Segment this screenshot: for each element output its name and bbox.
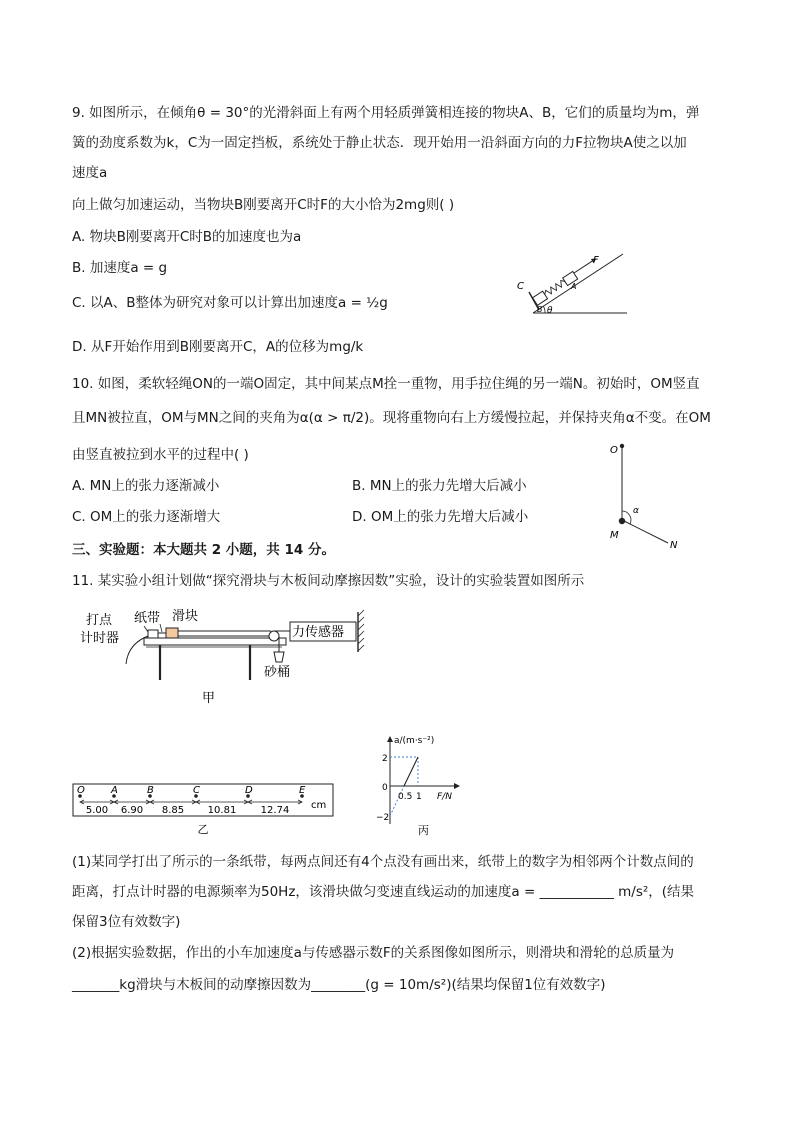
af-line — [404, 757, 418, 786]
tape-label: 纸带 — [134, 611, 161, 626]
tape-gap-value: 8.85 — [161, 805, 185, 816]
wall-hatching — [358, 610, 364, 651]
q11-intro: 11. 某实验小组计划做“探究滑块与木板间动摩擦因数”实验，设计的实验装置如图所示 — [72, 573, 585, 589]
theta-arc — [544, 307, 546, 314]
y-axis-label: a/(m·s⁻²) — [394, 736, 435, 746]
q10-option-a: A. MN上的张力逐渐减小 — [72, 478, 220, 494]
incline-surface — [533, 254, 623, 313]
tape-gap-value: 6.90 — [120, 805, 144, 816]
tape-gap-value: 5.00 — [85, 805, 109, 816]
x-axis-arrow — [454, 783, 460, 789]
section-3-heading: 三、实验题：本大题共 2 小题，共 14 分。 — [72, 542, 335, 558]
q11-part2-line-2: _______kg滑块与木板间的动摩擦因数为________(g = 10m/s²)(结果均保留1位有效数字) — [72, 977, 606, 993]
pulley — [269, 631, 279, 641]
af-graph-figure — [360, 728, 470, 838]
tape-gap-value: 10.81 — [207, 805, 237, 816]
figure-bing-caption: 丙 — [418, 824, 429, 837]
table-top — [144, 638, 286, 645]
tape-point-label: C — [193, 785, 200, 796]
tape-leader — [160, 624, 162, 632]
q9-line-1: 9. 如图所示，在倾角θ = 30°的光滑斜面上有两个用轻质弹簧相连接的物块A、B，它们的质量均为m，弹 — [72, 105, 700, 121]
label-c: C — [517, 281, 524, 292]
apparatus-figure — [76, 600, 376, 710]
label-theta: θ — [547, 306, 553, 316]
tape-point-label: B — [147, 785, 154, 796]
slider-label: 滑块 — [172, 609, 199, 624]
label-b: B — [537, 305, 543, 314]
q9-line-3: 速度a — [72, 165, 108, 181]
point-m — [619, 518, 625, 524]
sand-bucket — [274, 652, 284, 662]
incline-figure — [505, 250, 635, 318]
timer-label-1: 打点 — [86, 613, 113, 628]
tick-origin: 0 — [382, 783, 388, 793]
tick-x-05: 0.5 — [398, 792, 413, 802]
q11-part2-line-1: (2)根据实验数据，作出的小车加速度a与传感器示数F的关系图像如图所示，则滑块和滑轮的总质量为 — [72, 945, 675, 961]
q10-line-2: 且MN被拉直，OM与MN之间的夹角为α(α > π/2)。现将重物向右上方缓慢拉起，并保持夹角α不变。在OM — [72, 410, 711, 426]
rope-mn — [622, 520, 668, 543]
q10-option-b: B. MN上的张力先增大后减小 — [352, 478, 527, 494]
q9-option-b: B. 加速度a = g — [72, 260, 168, 276]
label-a: A — [571, 282, 577, 291]
tape-gap-value: 12.74 — [260, 805, 290, 816]
q9-option-a: A. 物块B刚要离开C时B的加速度也为a — [72, 229, 302, 245]
tape-point-label: A — [111, 785, 118, 796]
label-f: F — [593, 255, 599, 266]
q9-line-4: 向上做匀加速运动，当物块B刚要离开C时F的大小恰为2mg则( ) — [72, 197, 455, 213]
tape-point-label: O — [77, 785, 85, 796]
q9-option-d: D. 从F开始作用到B刚要离开C，A的位移为mg/k — [72, 339, 364, 355]
bucket-label: 砂桶 — [264, 665, 291, 680]
force-arrow — [574, 261, 592, 273]
q11-part1-line-2: 距离，打点计时器的电源频率为50Hz，该滑块做匀变速直线运动的加速度a = ___________ m/s²，(结果 — [72, 884, 695, 900]
spring — [543, 279, 566, 297]
q11-part1-line-3: 保留3位有效数字) — [72, 914, 181, 930]
q10-option-d: D. OM上的张力先增大后减小 — [352, 509, 529, 525]
timer-box — [148, 630, 158, 638]
tick-x-1: 1 — [416, 792, 422, 802]
figure-yi-caption: 乙 — [197, 823, 209, 836]
slider-block — [166, 628, 178, 638]
label-m: M — [610, 530, 619, 541]
label-o: O — [610, 445, 618, 456]
x-axis-label: F/N — [437, 792, 452, 802]
tick-y-neg2: −2 — [376, 813, 390, 823]
rope-figure — [600, 440, 690, 555]
q10-line-3: 由竖直被拉到水平的过程中( ) — [72, 447, 249, 463]
q9-option-c: C. 以A、B整体为研究对象可以计算出加速度a = ½g — [72, 295, 388, 311]
q10-line-1: 10. 如图，柔软轻绳ON的一端O固定，其中间某点M拴一重物，用手拉住绳的另一端N。初始时，OM竖直 — [72, 376, 700, 392]
q11-part1-line-1: (1)某同学打出了所示的一条纸带，每两点间还有4个点没有画出来，纸带上的数字为相邻两个计数点间的 — [72, 854, 694, 870]
q10-option-c: C. OM上的张力逐渐增大 — [72, 509, 221, 525]
tape-point-label: E — [299, 785, 306, 796]
force-sensor-label: 力传感器 — [292, 625, 345, 640]
figure-jia-caption: 甲 — [202, 691, 216, 706]
label-n: N — [670, 540, 678, 551]
timer-leader — [144, 626, 148, 632]
y-axis-arrow — [387, 736, 393, 742]
q9-line-2: 簧的劲度系数为k，C为一固定挡板，系统处于静止状态．现开始用一沿斜面方向的力F拉物块A使之以加 — [72, 135, 687, 151]
label-alpha: α — [633, 506, 639, 516]
tick-y-2: 2 — [382, 754, 388, 764]
tape-unit: cm — [311, 800, 327, 811]
tape-point-label: D — [245, 785, 253, 796]
paper-tape-figure — [72, 780, 334, 840]
timer-label-2: 计时器 — [80, 631, 120, 646]
